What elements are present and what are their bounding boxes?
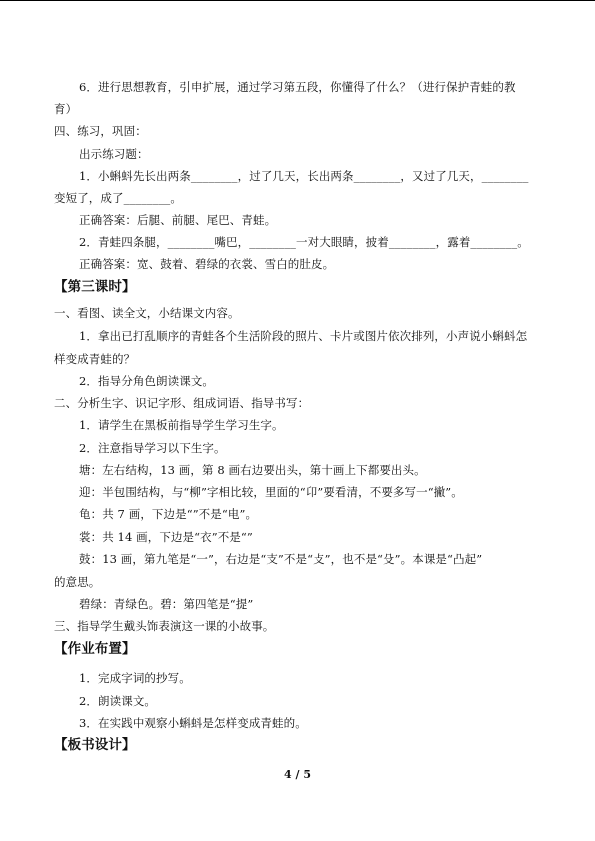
character-note: 鼓：13 画，第九笔是“一”，右边是“支”不是“攴”，也不是“殳”。本课是“凸起” [79,552,483,566]
list-item: 3．在实践中观察小蝌蚪是怎样变成青蛙的。 [79,716,307,730]
text-line: 样变成青蛙的？ [54,352,136,366]
text-line: 1．请学生在黑板前指导学生学习生字。 [79,418,284,432]
exercise-question: 2．青蛙四条腿，________嘴巴，________一对大眼睛，披着________，露着________。 [79,235,529,249]
text-line: 1．拿出已打乱顺序的青蛙各个生活阶段的照片、卡片或图片依次排列，小声说小蝌蚪怎 [79,329,528,343]
text-line: 变短了，成了________。 [54,191,182,205]
character-note: 迎：半包围结构，与“柳”字相比较，里面的“卬”要看清，不要多写一“撇”。 [79,485,463,499]
text-line: 育） [54,102,78,116]
exercise-question: 1．小蝌蚪先长出两条________，过了几天，长出两条________，又过了几天，________ [79,169,529,183]
answer-line: 正确答案：宽、鼓着、碧绿的衣裳、雪白的肚皮。 [79,257,335,271]
text-line: 6．进行思想教育，引申扩展，通过学习第五段，你懂得了什么？（进行保护青蛙的教 [79,80,516,94]
section-heading: 三、指导学生戴头饰表演这一课的小故事。 [54,619,275,633]
answer-line: 正确答案：后腿、前腿、尾巴、青蛙。 [79,213,277,227]
text-line: 的意思。 [54,575,101,589]
list-item: 1．完成字词的抄写。 [79,671,191,685]
section-heading: 四、练习，巩固： [54,124,147,138]
list-item: 2．朗读课文。 [79,694,157,708]
text-line: 2．指导分角色朗读课文。 [79,374,215,388]
page-top-border [0,0,595,1]
section-heading: 二、分析生字、识记字形、组成词语、指导书写： [54,396,310,410]
page-number: 4 / 5 [284,768,311,781]
character-note: 裳：共 14 画，下边是“衣”不是“” [79,530,253,544]
section-heading: 一、看图、读全文，小结课文内容。 [54,306,240,320]
lesson-heading: 【第三课时】 [54,279,136,295]
character-note: 龟：共 7 画，下边是“”不是“电”。 [79,507,258,521]
character-note: 碧绿：青绿色。碧：第四笔是“提” [79,597,254,611]
character-note: 塘：左右结构，13 画，第 8 画右边要出头，第十画上下都要出头。 [79,463,426,477]
blackboard-heading: 【板书设计】 [54,737,136,753]
homework-heading: 【作业布置】 [54,641,136,657]
text-line: 出示练习题： [79,147,149,161]
text-line: 2．注意指导学习以下生字。 [79,441,226,455]
